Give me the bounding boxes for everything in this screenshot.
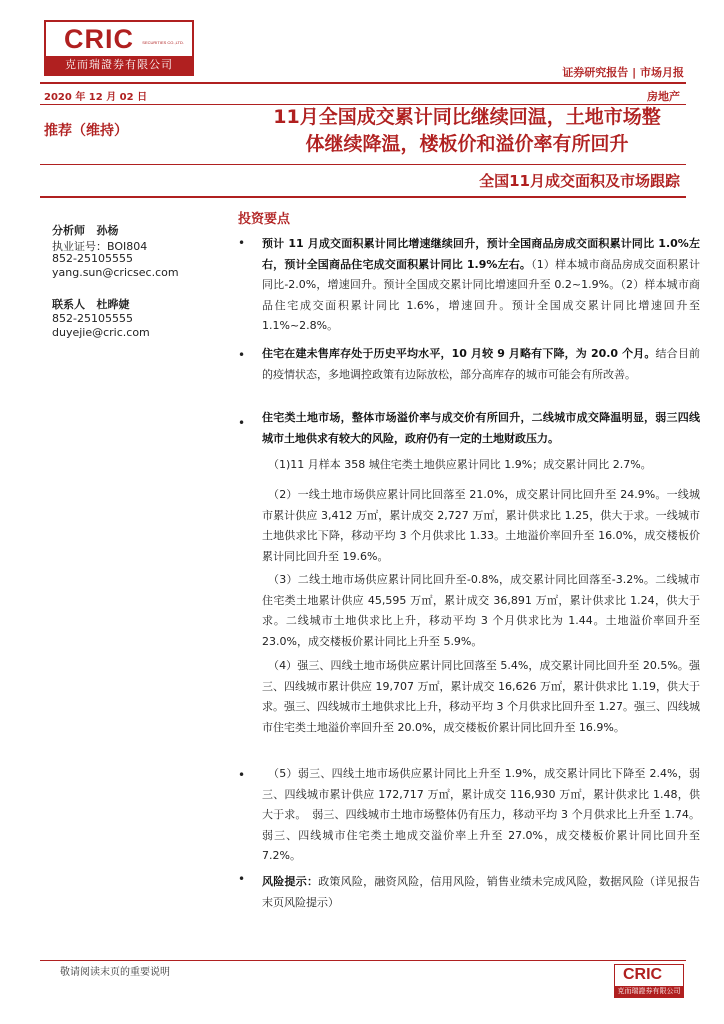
risk-text: 政策风险，融资风险，信用风险，销售业绩未完成风险，数据风险（详见报告末页风险提示） [262,875,701,909]
footer-note: 敬请阅读末页的重要说明 [60,967,170,978]
bullet-icon: • [238,416,246,430]
land-paragraph-4: （4）强三、四线土地市场供应累计同比回落至 5.4%，成交累计同比回升至 20.5%。强三、四线城市累计供应 19,707 万㎡，累计成交 16,626 万㎡，累计供求比 1.19，供大于求。强三、四线城市土地供求比上升，移动平均 3 个月供求比回升至 1.27。强三、四线城市住宅类土地溢价率回升至 20.0%，成交楼板价累计同比回升至 16.9%。 [262,659,700,734]
footer-logo-wordmark: CRIC [623,966,663,983]
contact-1-name: 杜晔婕 [96,298,130,311]
land-paragraph-2: （2）一线土地市场供应累计同比回落至 21.0%，成交累计同比回升至 24.9%。一线城市累计供应 3,412 万㎡，累计成交 2,727 万㎡，累计供求比 1.25，供大于求。一线城市土地供求比下降，移动平均 3 个月供求比 1.33。土地溢价率回升至 16.0%，成交楼板价累计同比回升至 19.6%。 [262,488,700,563]
report-date: 2020 年 12 月 02 日 [44,92,148,103]
title-line-2: 体继续降温，楼板价和溢价率有所回升 [305,133,629,155]
contact-1-role: 联系人 [52,298,85,311]
report-subtitle: 全国11月成交面积及市场跟踪 [479,172,680,190]
sector-label: 房地产 [647,90,680,103]
bullet-icon: • [238,872,246,886]
bullet-icon: • [238,348,246,362]
risk-note [262,872,700,913]
divider [40,196,686,198]
bullet-icon: • [238,236,246,250]
point-1-detail: （1）样本城市商品房成交面积累计同比-2.0%，增速回升。预计全国成交累计同比增速回升至 0.2~1.9%。（2）样本城市商品住宅成交面积累计同比 1.6%，增速回升。预计全国成交累计同比增速回升至 1.1%~2.8%。 [262,257,700,332]
point-3-lead: 住宅类土地市场，整体市场溢价率与成交价有所回升，二线城市成交降温明显，弱三四线城市土地供求有较大的风险，政府仍有一定的土地财政压力。 [262,411,700,445]
analyst-1-email[interactable]: yang.sun@cricsec.com [52,266,179,279]
company-logo [44,20,194,76]
risk-label: 风险提示： [262,875,319,888]
contact-1-email[interactable]: duyejie@cric.com [52,326,150,339]
contact-1-phone: 852-25105555 [52,312,133,325]
point-1-lead: 预计 11 月成交面积累计同比增速继续回升，预计全国商品房成交面积累计同比 1.0%左右，预计全国商品住宅成交面积累计同比 1.9%左右。 [262,237,700,271]
report-type: 证券研究报告 | 市场月报 [562,66,684,79]
analyst-1-cert: 执业证号：BOI804 [52,240,148,253]
land-paragraph-1: （1)11 月样本 358 城住宅类土地供应累计同比 1.9%；成交累计同比 2.7%。 [268,458,652,471]
point-2-detail: 结合目前的疫情状态，多地调控政策有边际放松，部分高库存的城市可能会有所改善。 [262,347,700,381]
point-2-lead: 住宅在建未售库存处于历史平均水平，10 月较 9 月略有下降，为 20.0 个月。 [262,347,656,360]
point-1 [262,234,700,337]
land-paragraph-5: （5）弱三、四线土地市场供应累计同比上升至 1.9%，成交累计同比下降至 2.4%，弱三、四线城市累计供应 172,717 万㎡，累计成交 116,930 万㎡，累计供求比 1.48，供大于求。 弱三、四线城市土地市场整体仍有压力，移动平均 3 个月供求比上升至 1.74。弱三、四线城市住宅类土地成交溢价率上升至 27.0%，成交楼板价累计同比回升至 7.2%。 [262,767,700,862]
footer-logo-company: 克而瑞證券有限公司 [615,986,683,997]
divider [40,164,686,165]
logo-company-name: 克而瑞證券有限公司 [46,56,192,74]
title-line-1: 11月全国成交累计同比继续回温，土地市场整 [273,106,661,128]
analyst-1 [52,222,119,238]
point-2 [262,344,700,385]
footer-logo [614,964,684,998]
land-paragraph-3: （3）二线土地市场供应累计同比回升至-0.8%，成交累计同比回落至-3.2%。二线城市住宅类土地累计供应 45,595 万㎡，累计成交 36,891 万㎡，累计供求比 1.24，供大于求。二线城市土地供求比上升，移动平均 3 个月供求比为 1.44。土地溢价率回升至 23.0%，成交楼板价累计同比上升至 5.9%。 [262,573,700,648]
bullet-icon: • [238,768,246,782]
point-3 [262,408,700,449]
footer-rule [40,960,686,961]
rating: 推荐（维持） [44,123,128,139]
analyst-1-phone: 852-25105555 [52,252,133,265]
section-heading: 投资要点 [238,212,291,227]
analyst-1-name: 孙杨 [96,224,119,237]
header-rule [40,82,686,84]
logo-wordmark: CRIC [64,24,134,54]
contact-1 [52,296,130,312]
logo-sub-en: SECURITIES CO.,LTD. [142,40,184,45]
analyst-1-role: 分析师 [52,224,85,237]
report-title [250,104,684,158]
